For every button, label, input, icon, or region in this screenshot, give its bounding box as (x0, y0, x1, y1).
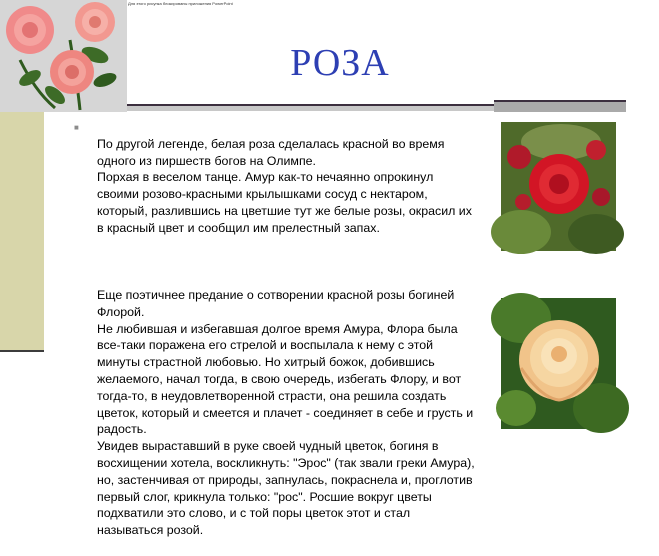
paragraph-flora: Еще поэтичнее предание о сотворении красной розы богиней Флорой. Не любившая и избегавшая долгое время Амура, Флора была все-таки поражена его стрелой и воспылала к нему с этой минуты страстной любовью. Но хитрый божок, добившись желаемого, начал тогда, в свою очередь, избегать Флору, и вот тогда-то, в неудовлетворенной страсти, она решила создать цветок, который и смеется и плачет - соединяет в себе и грусть и радость. Увидев выраставший в руке своей чудный цветок, богиня в восхищении хотела, воскликнуть: "Эрос" (так звали греки Амура), но, застенчивая от природы, запнулась, покраснела и, проглотив первый слог, крикнула только: "рос". Росшие вокруг цветы подхватили это слово, и с той поры цветок этот и стал называться розой. (97, 287, 475, 538)
left-accent-bar (0, 112, 44, 350)
paragraph-gap (97, 253, 477, 270)
copyright-note: Для этого рисунка блокированы приложения PowerPoint (128, 1, 233, 6)
slide-body (97, 119, 477, 556)
slide-title: РОЗА (290, 42, 390, 84)
pink-roses-photo (0, 0, 127, 112)
red-rose-photo (501, 122, 616, 251)
bullet-square-icon: ■ (74, 123, 79, 132)
peach-rose-photo (501, 298, 616, 429)
paragraph-white-rose: По другой легенде, белая роза сделалась красной во время одного из пиршеств богов на Олимпе. Порхая в веселом танце. Амур как-то нечаянно опрокинул своими розово-красными крылышками сосуд с нектаром, который, разлившись на цветшие тут же белые розы, окрасил их в красный цвет и сообщил им прелестный запах. (97, 136, 472, 235)
title-rule-right-block (494, 102, 626, 112)
left-bar-edge (0, 350, 44, 352)
